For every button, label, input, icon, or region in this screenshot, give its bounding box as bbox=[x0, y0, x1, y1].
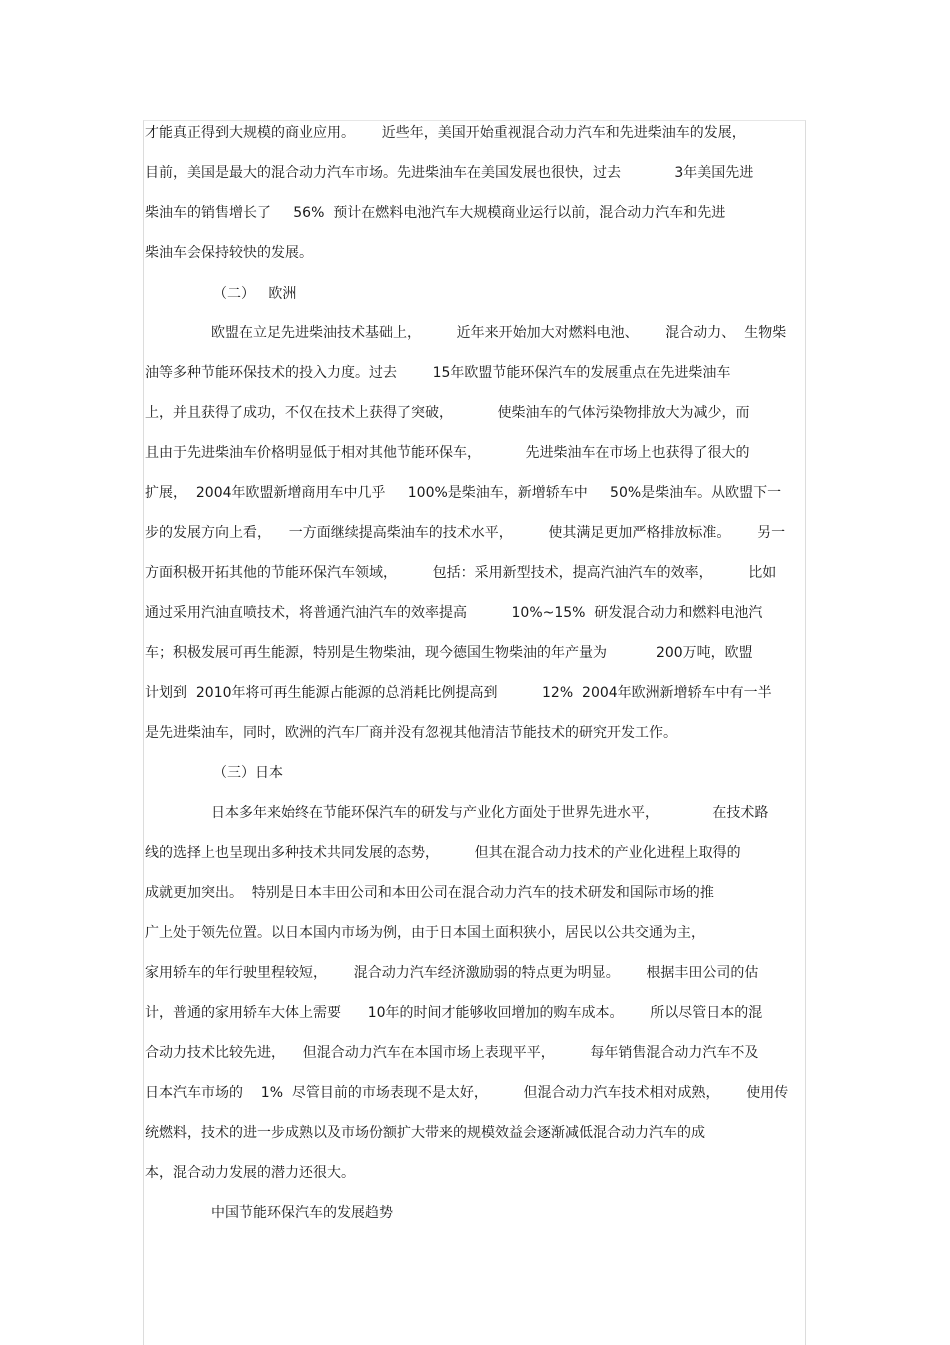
text-line: 目前，美国是最大的混合动力汽车市场。先进柴油车在美国发展也很快，过去 3年美国先进 bbox=[145, 165, 754, 181]
text-line: 广上处于领先位置。以日本国内市场为例，由于日本国土面积狭小，居民以公共交通为主， bbox=[145, 925, 705, 941]
text-line: 才能真正得到大规模的商业应用。 近些年，美国开始重视混合动力汽车和先进柴油车的发展， bbox=[145, 125, 746, 141]
section-heading-japan: （三）日本 bbox=[213, 765, 283, 781]
text-line: 计，普通的家用轿车大体上需要 10年的时间才能够收回增加的购车成本。 所以尽管日本的混 bbox=[145, 1005, 763, 1021]
text-line: 成就更加突出。 特别是日本丰田公司和本田公司在混合动力汽车的技术研发和国际市场的推 bbox=[145, 885, 714, 901]
text-line: 柴油车的销售增长了 56% 预计在燃料电池汽车大规模商业运行以前，混合动力汽车和先进 bbox=[145, 205, 726, 221]
text-line: 柴油车会保持较快的发展。 bbox=[145, 245, 313, 261]
text-line: 家用轿车的年行驶里程较短， 混合动力汽车经济激励弱的特点更为明显。 根据丰田公司的估 bbox=[145, 965, 759, 981]
text-line: 计划到 2010年将可再生能源占能源的总消耗比例提高到 12% 2004年欧洲新增轿车中有一半 bbox=[145, 685, 772, 701]
text-line: 日本多年来始终在节能环保汽车的研发与产业化方面处于世界先进水平， 在技术路 bbox=[211, 805, 769, 821]
text-line: 线的选择上也呈现出多种技术共同发展的态势， 但其在混合动力技术的产业化进程上取得的 bbox=[145, 845, 741, 861]
text-line: 合动力技术比较先进， 但混合动力汽车在本国市场上表现平平， 每年销售混合动力汽车不及 bbox=[145, 1045, 759, 1061]
text-line: 统燃料，技术的进一步成熟以及市场份额扩大带来的规模效益会逐渐减低混合动力汽车的成 bbox=[145, 1125, 705, 1141]
text-line: 车；积极发展可再生能源，特别是生物柴油，现今德国生物柴油的年产量为 200万吨，欧盟 bbox=[145, 645, 753, 661]
text-line: 扩展， 2004年欧盟新增商用车中几乎 100%是柴油车，新增轿车中 50%是柴油车。从欧盟下一 bbox=[145, 485, 782, 501]
text-line: 油等多种节能环保技术的投入力度。过去 15年欧盟节能环保汽车的发展重点在先进柴油车 bbox=[145, 365, 731, 381]
text-line: 步的发展方向上看， 一方面继续提高柴油车的技术水平， 使其满足更加严格排放标准。 另一 bbox=[145, 525, 786, 541]
text-line: 是先进柴油车，同时，欧洲的汽车厂商并没有忽视其他清洁节能技术的研究开发工作。 bbox=[145, 725, 677, 741]
text-line: 通过采用汽油直喷技术，将普通汽油汽车的效率提高 10%~15% 研发混合动力和燃料电池汽 bbox=[145, 605, 763, 621]
text-line: 且由于先进柴油车价格明显低于相对其他节能环保车， 先进柴油车在市场上也获得了很大的 bbox=[145, 445, 750, 461]
text-line: 本，混合动力发展的潜力还很大。 bbox=[145, 1165, 355, 1181]
text-line: 欧盟在立足先进柴油技术基础上， 近年来开始加大对燃料电池、 混合动力、 生物柴 bbox=[211, 325, 787, 341]
text-line: 日本汽车市场的 1% 尽管目前的市场表现不是太好， 但混合动力汽车技术相对成熟， 使用传 bbox=[145, 1085, 789, 1101]
text-line: 方面积极开拓其他的节能环保汽车领域， 包括：采用新型技术，提高汽油汽车的效率， 比如 bbox=[145, 565, 777, 581]
section-heading-europe: （二） 欧洲 bbox=[213, 286, 297, 302]
section-heading-china: 中国节能环保汽车的发展趋势 bbox=[211, 1205, 393, 1221]
text-line: 上，并且获得了成功，不仅在技术上获得了突破， 使柴油车的气体污染物排放大为减少，而 bbox=[145, 405, 750, 421]
